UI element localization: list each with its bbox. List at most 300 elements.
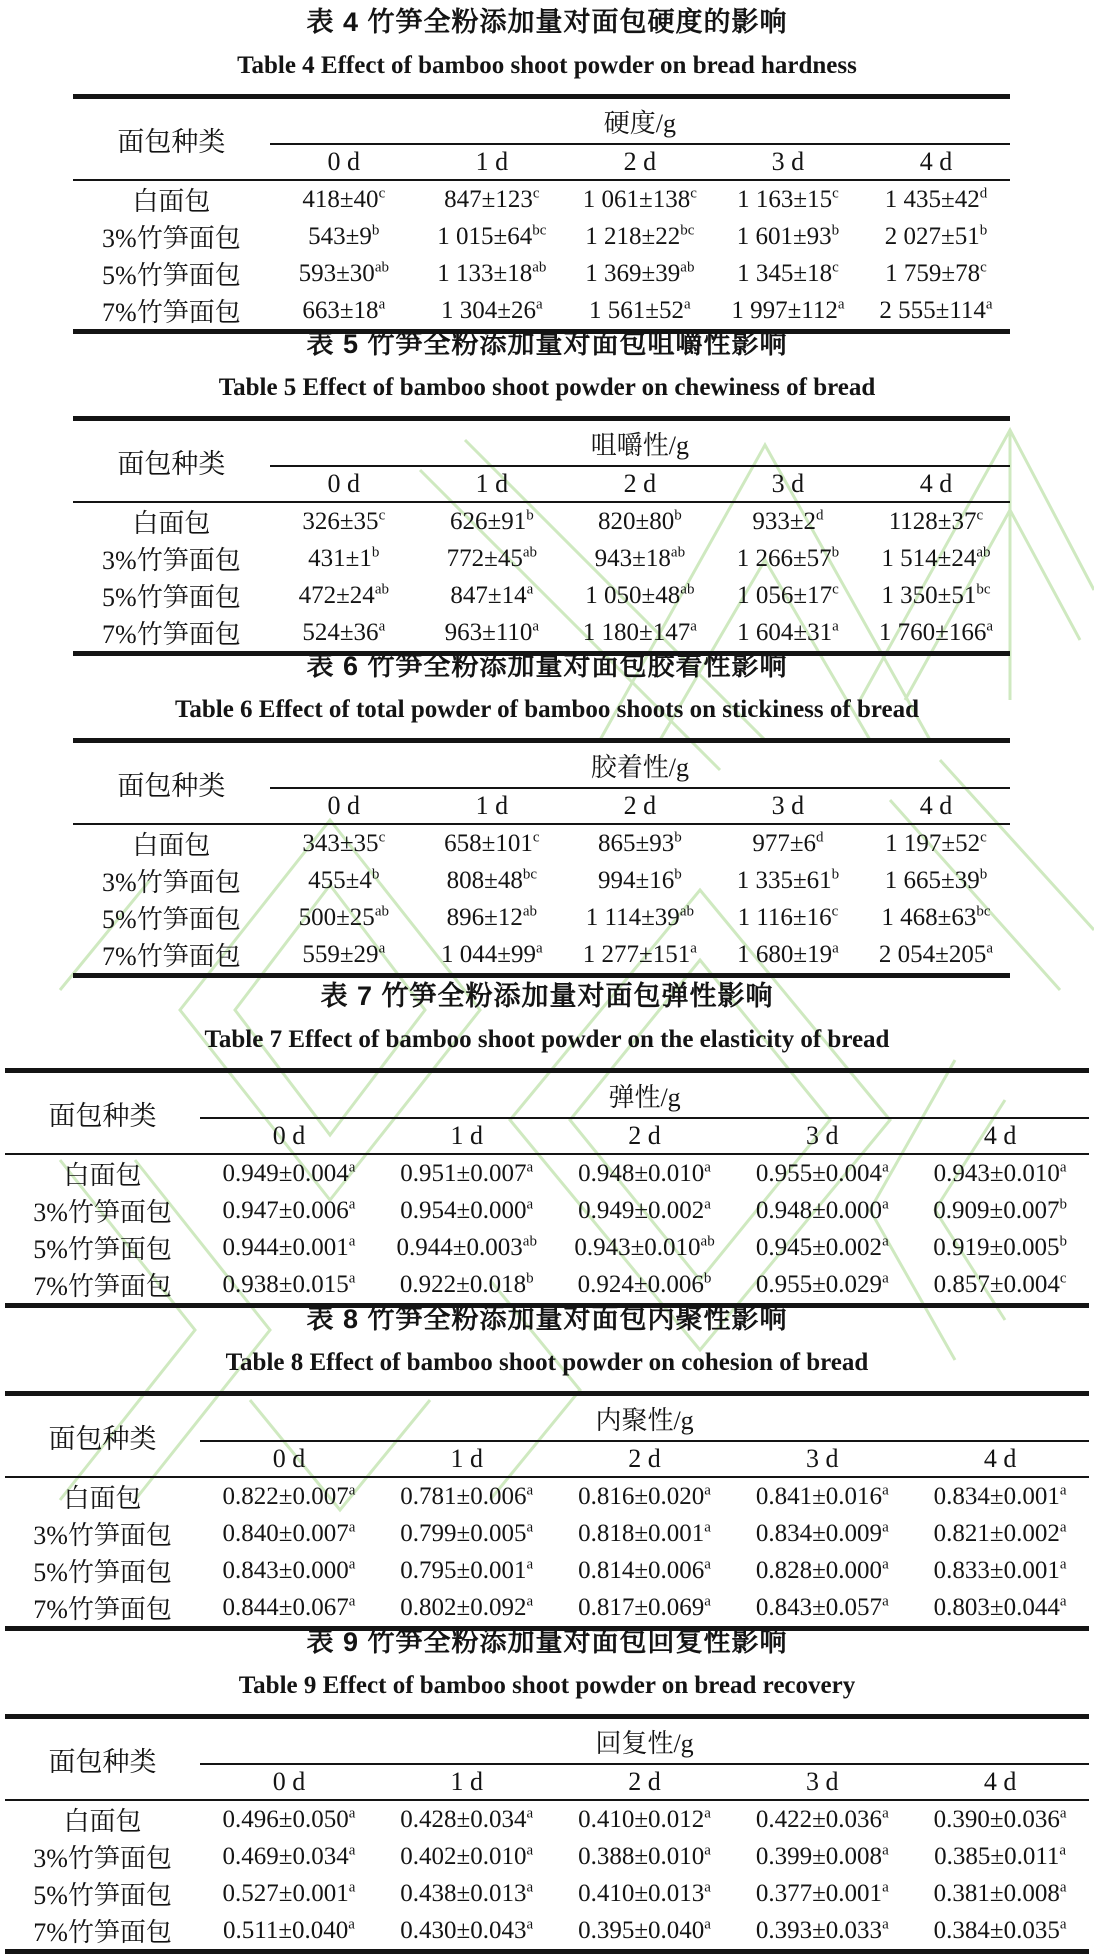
table-5-section [0,326,1094,656]
value-cell [378,1192,556,1229]
day-header: 1 d [418,144,566,180]
value-text: 0.469±0.034 [222,1842,349,1870]
day-header: 4 d [862,144,1010,180]
significance-superscript: c [378,829,386,846]
value-cell [200,1477,378,1515]
significance-superscript: a [378,296,386,313]
value-cell [733,1515,911,1552]
significance-superscript: a [526,1519,534,1536]
row-label: 白面包 [132,831,211,860]
value-text: 0.955±0.029 [755,1270,883,1298]
table-4-title-en: Table 4 Effect of bamboo shoot powder on bread hardness [237,52,857,79]
table-row [73,255,1010,292]
significance-superscript: a [1059,1519,1067,1536]
value-text: 1 468±63 [881,903,977,931]
value-cell [200,1589,378,1629]
value-cell [270,255,418,292]
significance-superscript: a [348,1270,356,1287]
bread-type-header: 面包种类 [5,1717,200,1801]
value-cell [733,1800,911,1838]
significance-superscript: ab [522,903,538,920]
significance-superscript: a [704,1556,711,1573]
row-label: 7%竹笋面包 [33,1595,172,1624]
table-row [73,862,1010,899]
day-header: 2 d [556,1118,734,1154]
table-7 [5,1068,1089,1308]
value-cell [270,218,418,255]
value-cell [733,1154,911,1192]
value-cell [418,862,566,899]
value-cell [200,1912,378,1952]
significance-superscript: a [704,1482,711,1499]
value-text: 0.390±0.036 [933,1805,1060,1833]
significance-superscript: b [526,507,534,524]
significance-superscript: a [348,1482,356,1499]
value-text: 1 345±18 [737,259,833,287]
table-row [5,1552,1089,1589]
day-header: 4 d [911,1764,1089,1800]
value-text: 994±16 [598,866,675,894]
value-text: 0.393±0.033 [755,1916,883,1944]
value-cell [566,936,714,976]
significance-superscript: a [704,1519,711,1536]
significance-superscript: b [703,1270,712,1287]
significance-superscript: bc [976,903,991,920]
value-cell [200,1552,378,1589]
value-text: 0.814±0.006 [578,1556,705,1584]
table-4-title-zh: 表 4 竹笋全粉添加量对面包硬度的影响 [306,7,788,37]
value-cell [911,1552,1089,1589]
value-text: 0.924±0.006 [577,1270,704,1298]
day-header: 0 d [200,1118,378,1154]
metric-header: 内聚性/g [200,1394,1089,1442]
table-5-title-zh: 表 5 竹笋全粉添加量对面包咀嚼性影响 [306,329,788,359]
row-label: 3%竹笋面包 [33,1198,172,1227]
significance-superscript: a [690,618,697,635]
day-header: 3 d [714,788,862,824]
value-text: 933±2 [752,507,817,535]
significance-superscript: b [979,222,988,239]
significance-superscript: a [704,1805,711,1822]
table-7-title-zh: 表 7 竹笋全粉添加量对面包弹性影响 [320,981,774,1011]
value-cell [911,1154,1089,1192]
value-text: 343±35 [302,829,379,857]
significance-superscript: bc [532,222,547,239]
value-text: 1 133±18 [437,259,533,287]
value-text: 0.840±0.007 [222,1519,349,1547]
value-text: 0.818±0.001 [578,1519,705,1547]
significance-superscript: ab [679,903,694,920]
significance-superscript: a [832,940,839,957]
significance-superscript: a [704,1879,711,1896]
value-text: 0.496±0.050 [222,1805,349,1833]
row-label: 白面包 [132,187,211,216]
value-cell [714,862,862,899]
value-text: 1 350±51 [881,581,977,609]
value-text: 0.922±0.018 [399,1270,527,1298]
value-cell [733,1912,911,1952]
table-7-title-en: Table 7 Effect of bamboo shoot powder on the elasticity of bread [204,1026,890,1053]
value-text: 0.919±0.005 [933,1233,1060,1261]
day-header: 0 d [270,144,418,180]
value-cell [714,255,862,292]
value-text: 1 760±166 [878,618,987,646]
value-text: 326±35 [302,507,379,535]
significance-superscript: ab [532,259,547,276]
significance-superscript: b [831,866,840,883]
value-cell [418,824,566,862]
value-cell [566,180,714,218]
value-text: 0.381±0.008 [933,1879,1060,1907]
significance-superscript: d [816,829,824,846]
significance-superscript: c [378,185,386,202]
value-cell [714,540,862,577]
table-row [5,1515,1089,1552]
value-cell [378,1589,556,1629]
significance-superscript: a [526,1879,534,1896]
value-text: 0.834±0.001 [933,1482,1060,1510]
significance-superscript: ab [374,581,389,598]
significance-superscript: b [674,507,682,524]
value-cell [270,540,418,577]
day-header: 0 d [200,1764,378,1800]
value-cell [270,824,418,862]
bread-type-header: 面包种类 [5,1071,200,1155]
bread-type-header: 面包种类 [73,741,270,825]
significance-superscript: a [704,1916,711,1933]
value-text: 847±123 [444,185,533,213]
row-label: 3%竹笋面包 [102,224,241,253]
significance-superscript: a [684,296,691,313]
value-text: 0.841±0.016 [755,1482,883,1510]
value-text: 0.843±0.057 [755,1593,883,1621]
value-cell [566,255,714,292]
metric-header-row [73,419,1010,467]
value-cell [862,824,1010,862]
value-cell [733,1266,911,1306]
bread-type-header: 面包种类 [5,1394,200,1478]
value-cell [556,1912,734,1952]
table-row [73,502,1010,540]
value-text: 1 180±147 [582,618,691,646]
day-header: 0 d [270,788,418,824]
significance-superscript: a [1059,1593,1067,1610]
value-cell [911,1192,1089,1229]
metric-header-row [5,1717,1089,1765]
value-cell [862,540,1010,577]
value-text: 0.388±0.010 [578,1842,705,1870]
row-label: 5%竹笋面包 [102,261,241,290]
row-label: 7%竹笋面包 [102,620,241,649]
row-label: 5%竹笋面包 [33,1235,172,1264]
value-text: 0.944±0.003 [396,1233,523,1261]
table-5-title-en: Table 5 Effect of bamboo shoot powder on chewiness of bread [218,374,876,401]
row-label: 3%竹笋面包 [33,1521,172,1550]
table-row [5,1589,1089,1629]
significance-superscript: a [348,1233,356,1250]
value-cell [556,1229,734,1266]
significance-superscript: a [378,618,386,635]
value-text: 455±4 [308,866,372,894]
value-text: 943±18 [594,544,671,572]
value-text: 1 114±39 [585,903,680,931]
value-text: 0.947±0.006 [222,1196,349,1224]
significance-superscript: a [985,296,993,313]
table-row [5,1192,1089,1229]
value-cell [556,1154,734,1192]
metric-header-row [73,741,1010,789]
value-cell [378,1266,556,1306]
significance-superscript: a [526,1159,534,1176]
table-4-section [0,4,1094,334]
value-cell [270,180,418,218]
value-text: 0.527±0.001 [222,1879,349,1907]
value-cell [270,577,418,614]
day-header: 3 d [733,1441,911,1477]
value-cell [862,577,1010,614]
table-row [73,180,1010,218]
significance-superscript: a [348,1159,356,1176]
significance-superscript: d [979,185,988,202]
metric-header: 回复性/g [200,1717,1089,1765]
significance-superscript: c [976,507,984,524]
value-text: 1 335±61 [736,866,832,894]
value-text: 0.909±0.007 [933,1196,1060,1224]
value-cell [418,936,566,976]
value-text: 0.943±0.010 [574,1233,701,1261]
significance-superscript: c [832,185,839,202]
value-text: 0.955±0.004 [755,1159,883,1187]
value-cell [733,1875,911,1912]
value-cell [911,1800,1089,1838]
value-text: 0.857±0.004 [933,1270,1060,1298]
significance-superscript: ab [670,544,686,561]
value-text: 820±80 [598,507,675,535]
value-text: 1 665±39 [884,866,980,894]
significance-superscript: ab [374,259,389,276]
table-5 [73,416,1010,656]
significance-superscript: a [1059,1805,1067,1822]
significance-superscript: b [371,866,380,883]
significance-superscript: b [831,222,840,239]
value-text: 0.821±0.002 [933,1519,1060,1547]
bread-type-header: 面包种类 [73,419,270,503]
table-row [5,1477,1089,1515]
significance-superscript: a [1059,1879,1067,1896]
value-text: 0.828±0.000 [755,1556,883,1584]
value-text: 472±24 [298,581,375,609]
day-header: 0 d [200,1441,378,1477]
significance-superscript: c [832,581,839,598]
value-text: 0.384±0.035 [933,1916,1060,1944]
significance-superscript: a [526,1842,534,1859]
table-7-section [0,978,1094,1308]
value-text: 1 604±31 [737,618,833,646]
significance-superscript: c [831,903,839,920]
table-row [5,1154,1089,1192]
day-header: 4 d [911,1118,1089,1154]
value-text: 1 197±52 [885,829,981,857]
value-cell [418,540,566,577]
value-cell [911,1838,1089,1875]
value-text: 1 304±26 [441,296,536,324]
value-text: 0.377±0.001 [755,1879,883,1907]
significance-superscript: d [816,507,824,524]
value-text: 500±25 [298,903,375,931]
table-9 [5,1714,1089,1954]
significance-superscript: bc [522,866,538,883]
value-cell [556,1477,734,1515]
value-text: 896±12 [446,903,523,931]
value-cell [911,1589,1089,1629]
row-label: 5%竹笋面包 [102,583,241,612]
significance-superscript: a [882,1233,889,1250]
row-label: 白面包 [63,1484,142,1513]
significance-superscript: c [980,829,987,846]
value-text: 0.410±0.012 [578,1805,705,1833]
significance-superscript: a [348,1519,356,1536]
value-text: 0.802±0.092 [400,1593,527,1621]
value-cell [378,1515,556,1552]
value-cell [566,540,714,577]
value-cell [200,1192,378,1229]
significance-superscript: b [979,866,988,883]
value-cell [566,502,714,540]
value-text: 0.422±0.036 [755,1805,883,1833]
row-label: 5%竹笋面包 [33,1881,172,1910]
value-cell [733,1477,911,1515]
significance-superscript: b [371,222,380,239]
value-cell [911,1912,1089,1952]
significance-superscript: a [882,1916,889,1933]
value-cell [378,1154,556,1192]
significance-superscript: a [1059,1482,1067,1499]
bread-type-header: 面包种类 [73,97,270,181]
value-text: 2 054±205 [878,940,987,968]
significance-superscript: a [1059,1159,1067,1176]
value-cell [733,1192,911,1229]
value-cell [862,936,1010,976]
value-text: 1 561±52 [589,296,685,324]
value-cell [862,862,1010,899]
value-text: 2 555±114 [879,296,986,324]
significance-superscript: a [882,1159,889,1176]
table-8-section [0,1301,1094,1631]
row-label: 5%竹笋面包 [102,905,241,934]
value-cell [556,1875,734,1912]
value-text: 0.948±0.000 [755,1196,883,1224]
significance-superscript: bc [680,222,695,239]
metric-header: 咀嚼性/g [270,419,1010,467]
value-text: 431±1 [308,544,372,572]
day-header: 3 d [714,144,862,180]
significance-superscript: c [532,185,540,202]
day-header: 1 d [418,466,566,502]
significance-superscript: b [1059,1196,1067,1213]
value-cell [911,1477,1089,1515]
significance-superscript: ab [700,1233,715,1250]
significance-superscript: b [526,1270,534,1287]
table-row [5,1266,1089,1306]
value-text: 963±110 [444,618,533,646]
value-text: 0.430±0.043 [400,1916,527,1944]
table-row [73,936,1010,976]
table-9-title-zh: 表 9 竹笋全粉添加量对面包回复性影响 [306,1627,788,1657]
value-cell [556,1515,734,1552]
value-cell [733,1229,911,1266]
value-cell [418,255,566,292]
metric-header-row [73,97,1010,145]
significance-superscript: a [348,1916,355,1933]
day-header: 4 d [862,466,1010,502]
value-text: 0.781±0.006 [400,1482,527,1510]
value-text: 0.799±0.005 [400,1519,527,1547]
value-cell [200,1800,378,1838]
value-cell [862,899,1010,936]
value-cell [378,1912,556,1952]
value-text: 1128±37 [888,507,977,535]
significance-superscript: a [882,1196,889,1213]
value-cell [378,1477,556,1515]
value-text: 1 601±93 [736,222,832,250]
value-text: 847±14 [450,581,527,609]
value-text: 0.803±0.044 [933,1593,1060,1621]
value-text: 0.795±0.001 [400,1556,527,1584]
value-text: 1 116±16 [737,903,832,931]
value-cell [566,899,714,936]
value-cell [566,862,714,899]
significance-superscript: c [690,185,697,202]
metric-header-row [5,1394,1089,1442]
table-4 [73,94,1010,334]
value-cell [862,218,1010,255]
significance-superscript: a [526,1196,534,1213]
value-cell [862,502,1010,540]
value-cell [733,1838,911,1875]
table-8-title-en: Table 8 Effect of bamboo shoot powder on cohesion of bread [225,1349,869,1376]
row-label: 白面包 [132,509,211,538]
table-row [5,1912,1089,1952]
significance-superscript: a [837,296,845,313]
value-cell [733,1552,911,1589]
table-8-title-zh: 表 8 竹笋全粉添加量对面包内聚性影响 [306,1304,788,1334]
row-label: 3%竹笋面包 [102,546,241,575]
significance-superscript: a [704,1842,711,1859]
row-label: 7%竹笋面包 [33,1272,172,1301]
day-header: 2 d [566,144,714,180]
significance-superscript: a [348,1196,356,1213]
table-row [73,899,1010,936]
table-6-title-zh: 表 6 竹笋全粉添加量对面包胶着性影响 [306,651,788,681]
significance-superscript: ab [976,544,991,561]
value-text: 1 218±22 [585,222,681,250]
value-text: 0.943±0.010 [933,1159,1060,1187]
row-label: 5%竹笋面包 [33,1558,172,1587]
value-cell [714,899,862,936]
significance-superscript: c [980,259,987,276]
value-text: 2 027±51 [884,222,980,250]
value-cell [714,180,862,218]
significance-superscript: a [986,618,994,635]
value-cell [566,218,714,255]
significance-superscript: a [526,1482,534,1499]
significance-superscript: bc [976,581,991,598]
table-row [73,540,1010,577]
day-header: 1 d [378,1118,556,1154]
significance-superscript: a [348,1593,356,1610]
value-text: 1 680±19 [737,940,833,968]
day-header: 2 d [566,788,714,824]
